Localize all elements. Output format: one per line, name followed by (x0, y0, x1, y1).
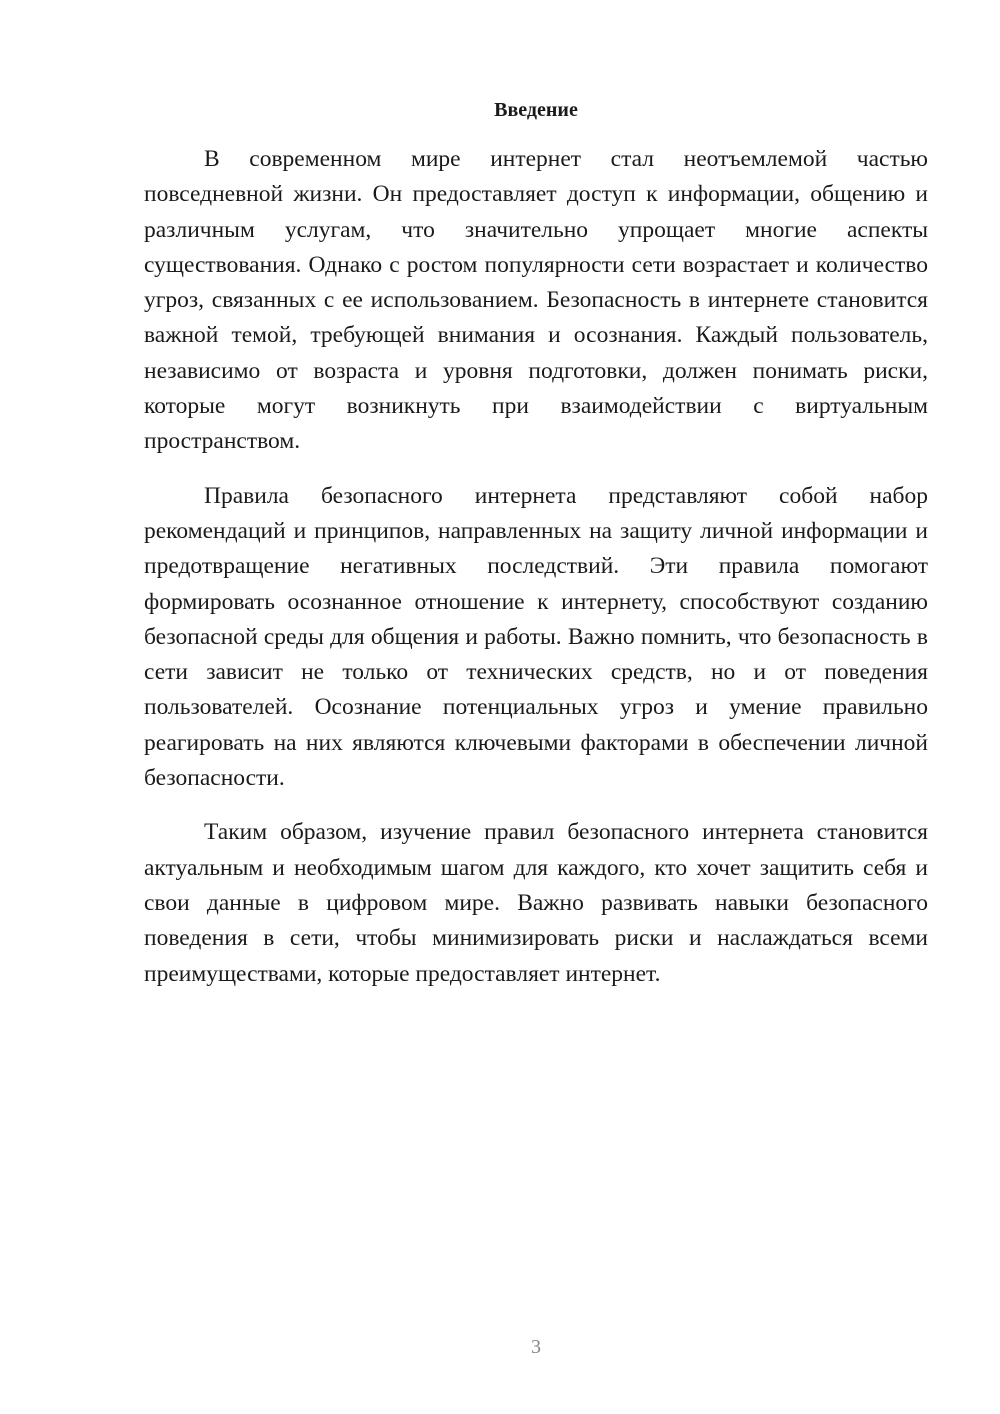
paragraph-rules: Правила безопасного интернета представляют собой набор рекомендаций и принципов, направленных на защиту личной информации и предотвращение негативных последствий. Эти правила помогают формировать осознанное отношение к интернету, способствуют созданию безопасной среды для общения и работы. Важно помнить, что безопасность в сети зависит не только от технических средств, но и от поведения пользователей. Осознание потенциальных угроз и умение правильно реагировать на них являются ключевыми факторами в обеспечении личной безопасности. (144, 482, 928, 792)
paragraph-intro: В современном мире интернет стал неотъемлемой частью повседневной жизни. Он предоставляет доступ к информации, общению и различным услугам, что значительно упрощает многие аспекты существования. Однако с ростом популярности сети возрастает и количество угроз, связанных с ее использованием. Безопасность в интернете становится важной темой, требующей внимания и осознания. Каждый пользователь, независимо от возраста и уровня подготовки, должен понимать риски, которые могут возникнуть при взаимодействии с виртуальным пространством. (144, 146, 928, 455)
paragraph-conclusion: Таким образом, изучение правил безопасного интернета становится актуальным и необходимым шагом для каждого, кто хочет защитить себя и свои данные в цифровом мире. Важно развивать навыки безопасного поведения в сети, чтобы минимизировать риски и наслаждаться всеми преимуществами, которые предоставляет интернет. (144, 819, 928, 987)
page-title: Введение (494, 99, 578, 121)
page-number: 3 (531, 1336, 541, 1358)
body-text (144, 142, 928, 1011)
